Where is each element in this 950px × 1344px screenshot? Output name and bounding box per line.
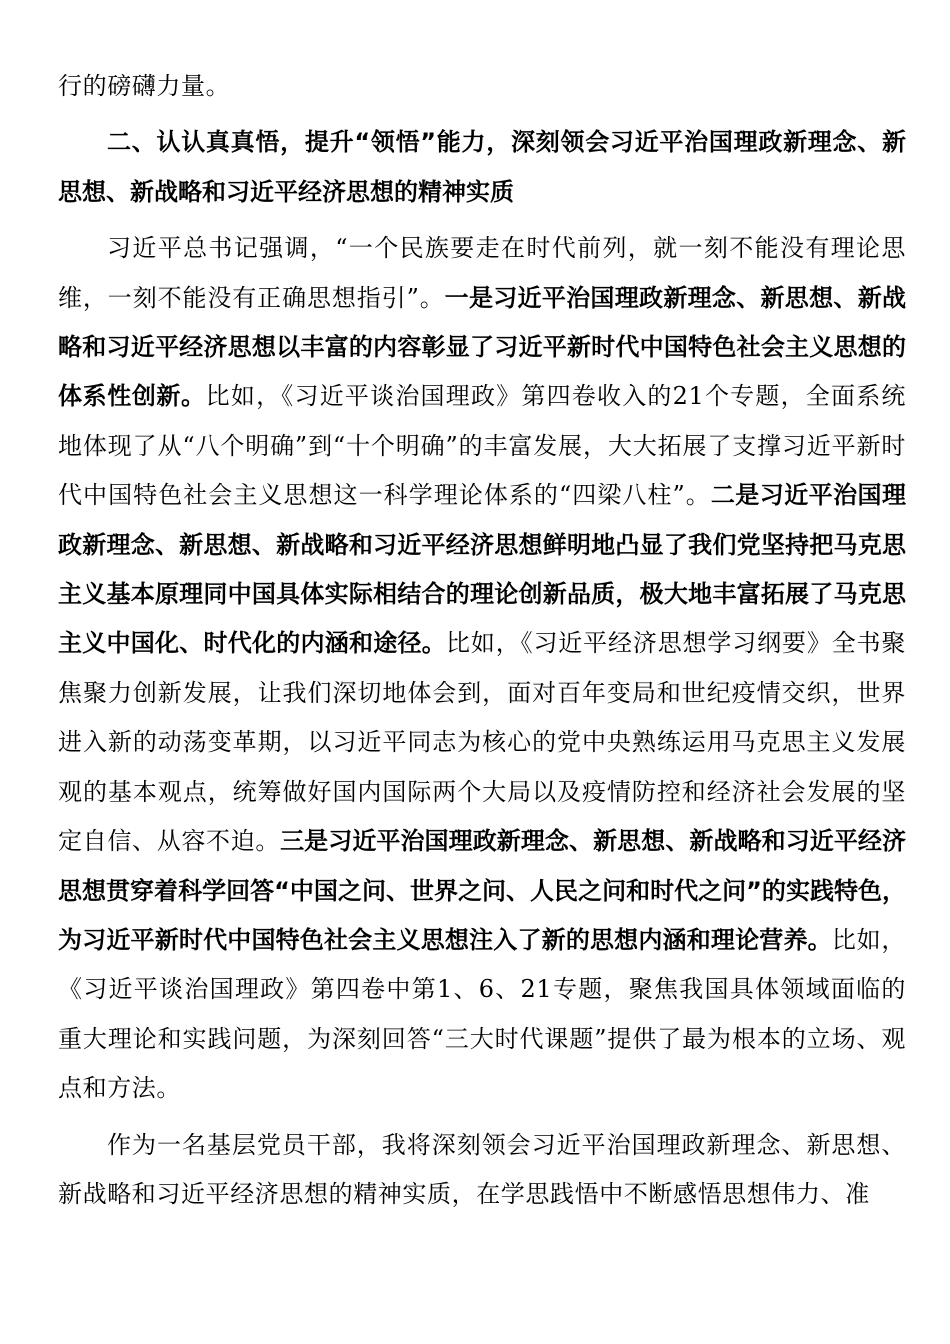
paragraph-intro: 习近平总书记强调，“一个民族要走在时代前列，就一刻不能没有理论思维，一刻不能没有正确思想指引”。 — [58, 234, 906, 312]
point-two-text: 比如，《习近平经济思想学习纲要》全书聚焦聚力创新发展，让我们深切地体会到，面对百年变局和世纪疫情交织，世界进入新的动荡变革期，以习近平同志为核心的党中央熟练运用马克思主义发展观的基本观点，统筹做好国内国际两个大局以及疫情防控和经济社会发展的坚定自信、从容不迫。 — [58, 629, 906, 856]
point-one-bold: 一是习近平治国理政新理念、新思想、新战略和习近平经济思想以丰富的内容彰显了习近平新时代中国特色社会主义思想的体系性创新。 — [58, 283, 906, 411]
point-one-text: 比如，《习近平谈治国理政》第四卷收入的21个专题，全面系统地体现了从“八个明确”到“十个明确”的丰富发展，大大拓展了支撑习近平新时代中国特色社会主义思想这一科学理论体系的“四梁八柱”。 — [58, 382, 907, 510]
section-heading: 二、认认真真悟，提升“领悟”能力，深刻领会习近平治国理政新理念、新思想、新战略和习近平经济思想的精神实质 — [58, 128, 906, 206]
body-paragraph-1 — [58, 224, 906, 1113]
point-three-text: 比如，《习近平谈治国理政》第四卷中第1、6、21专题，聚焦我国具体领域面临的重大理论和实践问题，为深刻回答“三大时代课题”提供了最为根本的立场、观点和方法。 — [58, 925, 906, 1103]
point-two-bold: 二是习近平治国理政新理念、新思想、新战略和习近平经济思想鲜明地凸显了我们党坚持把马克思主义基本原理同中国具体实际相结合的理论创新品质，极大地丰富拓展了马克思主义中国化、时代化的内涵和途径。 — [58, 481, 906, 658]
body-paragraph-2: 作为一名基层党员干部，我将深刻领会习近平治国理政新理念、新思想、新战略和习近平经济思想的精神实质，在学思践悟中不断感悟思想伟力、准 — [58, 1130, 906, 1208]
continuation-text: 行的磅礴力量。 — [58, 72, 231, 100]
point-three-bold: 三是习近平治国理政新理念、新思想、新战略和习近平经济思想贯穿着科学回答“中国之问、世界之问、人民之问和时代之问”的实践特色，为习近平新时代中国特色社会主义思想注入了新的思想内涵和理论营养。 — [58, 827, 906, 954]
document-page — [58, 62, 906, 1219]
